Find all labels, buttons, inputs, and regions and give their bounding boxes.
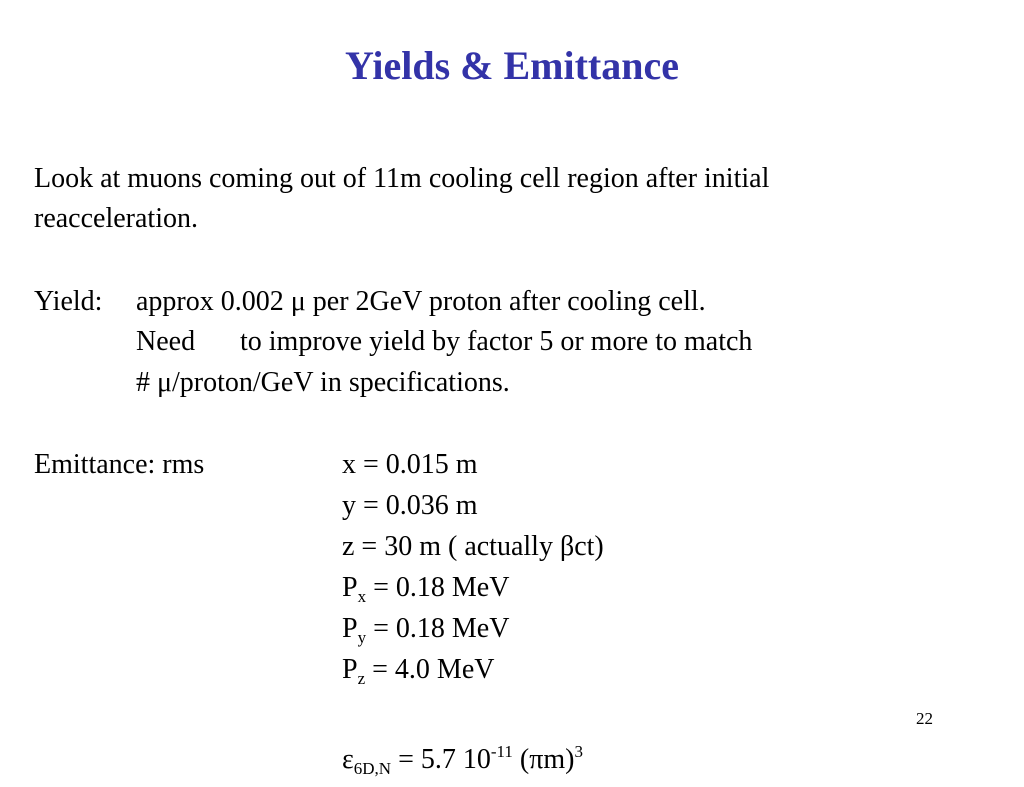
px-value: = 0.18 MeV [366,572,510,603]
px-subscript: x [357,587,367,606]
pz-symbol: P [342,654,358,685]
momentum-px [342,570,509,615]
epsilon-unit: (πm) [512,744,575,775]
page-number: 22 [916,709,933,728]
intro-line-2: reacceleration. [34,203,198,234]
normalized-emittance [342,734,583,787]
yield-text: approx 0.002 μ per 2GeV proton after cooling cell. [136,286,706,317]
py-symbol: P [342,613,358,644]
momentum-pz [342,652,494,697]
emittance-y: y = 0.036 m [342,490,478,521]
emittance-x: x = 0.015 m [342,449,478,480]
need-text: to improve yield by factor 5 or more to match [240,326,753,357]
epsilon-unit-exponent: 3 [574,742,583,761]
yield-label: Yield: [34,286,103,317]
intro-line-1: Look at muons coming out of 11m cooling cell region after initial [34,163,770,194]
momentum-py [342,611,509,656]
spec-text: # μ/proton/GeV in specifications. [136,367,510,398]
epsilon-value: = 5.7 10 [391,744,491,775]
emittance-label: Emittance: rms [34,449,205,480]
pz-subscript: z [357,669,366,688]
need-word: Need [136,326,196,357]
py-subscript: y [357,628,367,647]
py-value: = 0.18 MeV [366,613,510,644]
px-symbol: P [342,572,358,603]
epsilon-symbol: ε [342,744,354,775]
emittance-z: z = 30 m ( actually βct) [342,531,604,562]
slide-title: Yields & Emittance [344,43,680,88]
pz-value: = 4.0 MeV [365,654,495,685]
epsilon-exponent: -11 [490,742,513,761]
epsilon-subscript: 6D,N [353,759,392,778]
